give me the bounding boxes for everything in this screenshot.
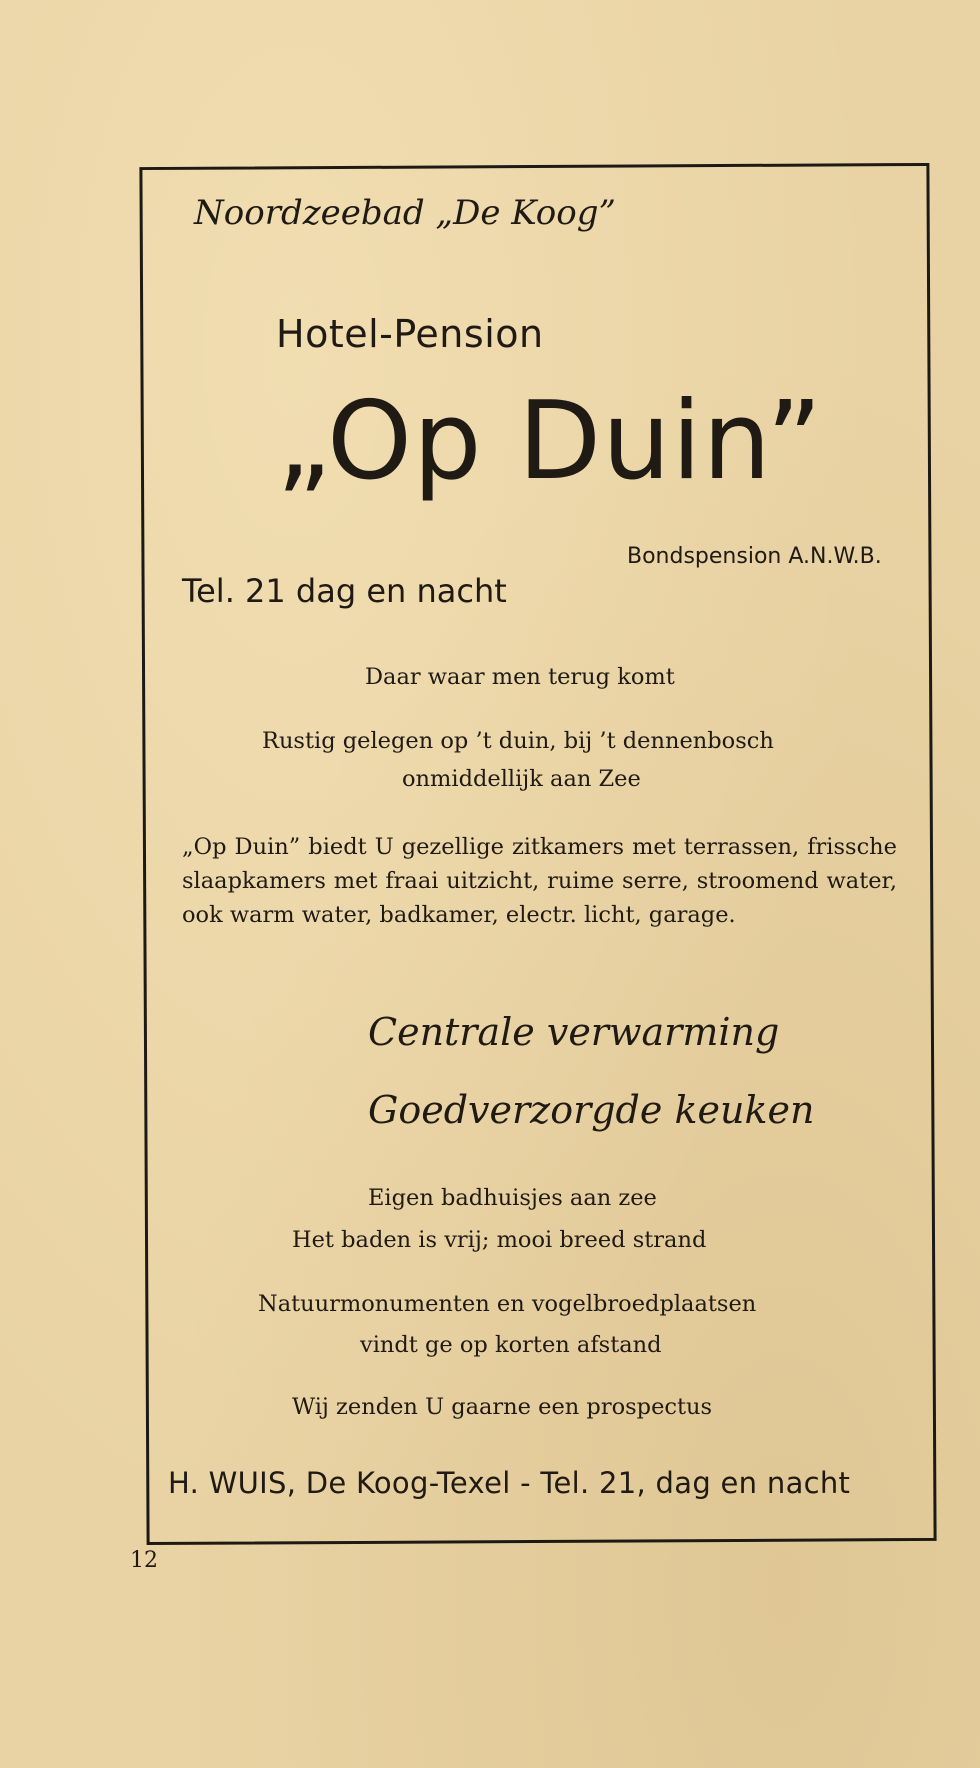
slogan: Daar waar men terug komt: [365, 664, 675, 690]
membership-label: Bondspension A.N.W.B.: [627, 544, 882, 569]
beach-line-2: Het baden is vrij; mooi breed strand: [292, 1227, 707, 1253]
hotel-name: „Op Duin”: [276, 379, 824, 504]
description-paragraph: „Op Duin” biedt U gezellige zitkamers met terrassen, frissche slaapkamers met fraai uitzicht, ruime serre, stroomend water, ook warm water, badkamer, electr. licht, garage.: [182, 834, 897, 928]
feature-heating: Centrale verwarming: [368, 1010, 780, 1054]
feature-kitchen: Goedverzorgde keuken: [368, 1088, 815, 1132]
nature-line-2: vindt ge op korten afstand: [360, 1332, 662, 1358]
nature-line-1: Natuurmonumenten en vogelbroedplaatsen: [258, 1291, 757, 1317]
hotel-type: Hotel-Pension: [276, 312, 544, 356]
page-number: 12: [130, 1548, 158, 1573]
location-line-2: onmiddellijk aan Zee: [402, 766, 641, 792]
beach-line-1: Eigen badhuisjes aan zee: [368, 1185, 657, 1211]
prospectus-line: Wij zenden U gaarne een prospectus: [292, 1394, 713, 1420]
location-heading: Noordzeebad „De Koog”: [194, 193, 616, 233]
proprietor-line: H. WUIS, De Koog-Texel - Tel. 21, dag en nacht: [168, 1466, 851, 1500]
phone-line: Tel. 21 dag en nacht: [182, 572, 507, 610]
location-line-1: Rustig gelegen op ’t duin, bij ’t dennenbosch: [262, 728, 774, 754]
